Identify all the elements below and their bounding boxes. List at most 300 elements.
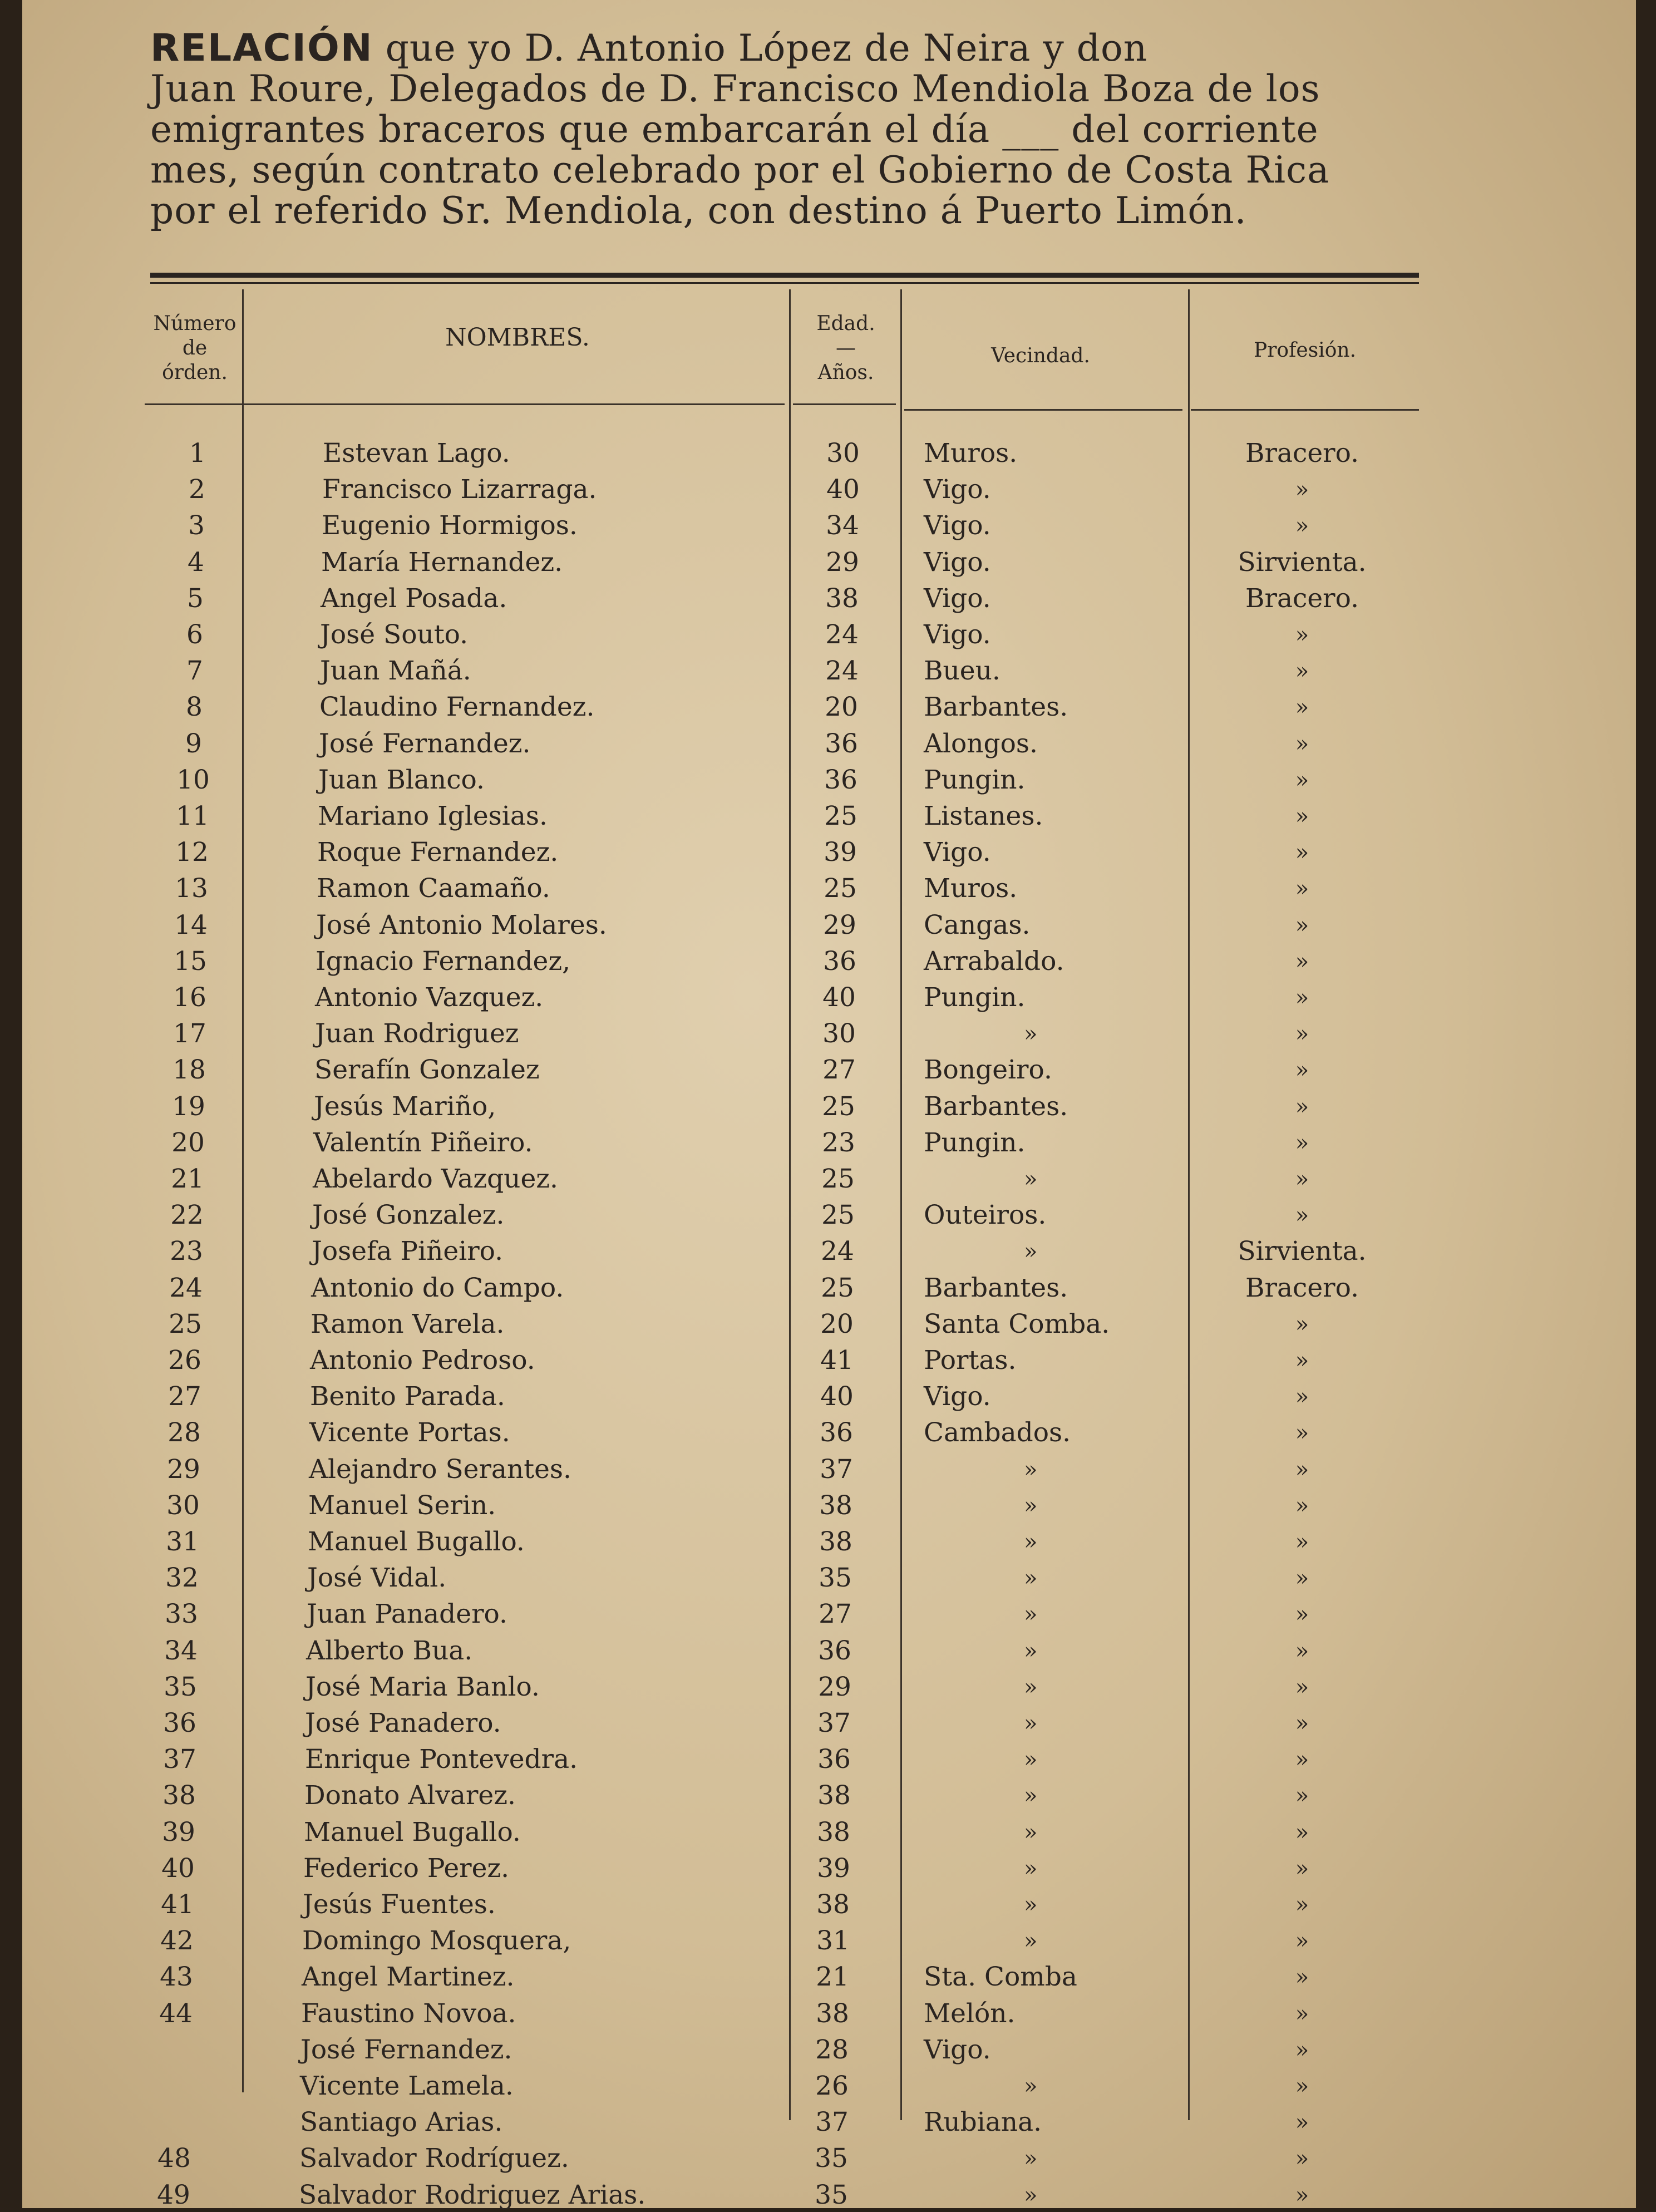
- table-row: [22, 1779, 1636, 1812]
- table-row: [22, 2070, 1636, 2103]
- row-profesion: »: [1295, 1928, 1309, 1954]
- table-row: [22, 1598, 1636, 1631]
- table-row: [22, 509, 1636, 543]
- row-vecindad: Melón.: [924, 1998, 1016, 2029]
- row-age: 40: [826, 474, 860, 505]
- row-age: 30: [826, 438, 860, 469]
- row-name: Estevan Lago.: [323, 438, 510, 469]
- table-row: [22, 836, 1636, 869]
- row-number: 41: [161, 1889, 194, 1920]
- row-age: 35: [819, 1563, 852, 1594]
- row-profesion: »: [1295, 1492, 1309, 1519]
- table-row: [22, 1162, 1636, 1196]
- row-vecindad: Bueu.: [924, 656, 1000, 687]
- row-name: Alberto Bua.: [306, 1635, 473, 1666]
- row-name: Benito Parada.: [310, 1381, 505, 1412]
- table-row: [22, 1272, 1636, 1305]
- row-vecindad: Vigo.: [924, 510, 991, 541]
- heading-title-word: RELACIÓN: [150, 26, 373, 70]
- row-name: José Maria Banlo.: [305, 1671, 540, 1702]
- row-name: Manuel Bugallo.: [304, 1816, 521, 1848]
- table-row: [22, 1380, 1636, 1413]
- row-profesion: »: [1295, 1892, 1309, 1918]
- row-age: 38: [825, 583, 859, 614]
- row-vecindad: Vigo.: [924, 474, 991, 505]
- row-number: 27: [168, 1381, 201, 1412]
- document-page: [22, 0, 1636, 2208]
- table-row: [22, 1090, 1636, 1124]
- row-vecindad: Barbantes.: [924, 1091, 1068, 1122]
- row-number: 35: [164, 1671, 197, 1702]
- row-vecindad: Vigo.: [924, 1381, 991, 1412]
- row-vecindad: »: [1024, 1747, 1038, 1773]
- row-profesion: »: [1295, 1602, 1309, 1628]
- table-row: [22, 1888, 1636, 1922]
- row-name: Josefa Piñeiro.: [312, 1236, 504, 1267]
- row-name: José Souto.: [320, 619, 469, 650]
- table-row: [22, 1671, 1636, 1704]
- row-age: 36: [823, 945, 856, 977]
- row-number: 43: [160, 1962, 193, 1993]
- row-number: 40: [161, 1853, 195, 1884]
- row-number: 38: [162, 1780, 196, 1811]
- row-profesion: »: [1295, 2182, 1309, 2208]
- row-profesion: »: [1295, 1565, 1309, 1592]
- row-profesion: »: [1295, 1674, 1309, 1700]
- table-row: [22, 618, 1636, 652]
- row-number: 37: [163, 1744, 196, 1775]
- row-profesion: »: [1295, 1057, 1309, 1083]
- row-age: 25: [822, 1091, 855, 1122]
- row-profesion: »: [1295, 513, 1309, 539]
- row-name: Juan Mañá.: [320, 656, 471, 687]
- row-profesion: »: [1295, 1311, 1309, 1337]
- table-row: [22, 1489, 1636, 1523]
- row-name: Juan Panadero.: [307, 1599, 507, 1630]
- row-name: Juan Blanco.: [318, 764, 485, 795]
- row-age: 30: [822, 1018, 856, 1050]
- row-age: 38: [817, 1816, 850, 1848]
- row-age: 35: [815, 2143, 848, 2174]
- row-profesion: »: [1295, 1203, 1309, 1229]
- row-number: 20: [171, 1127, 205, 1158]
- row-name: Salvador Rodriguez Arias.: [299, 2179, 646, 2210]
- row-age: 21: [816, 1962, 849, 1993]
- table-row: [22, 1561, 1636, 1595]
- table-row: [22, 1235, 1636, 1268]
- row-number: 9: [185, 728, 202, 759]
- row-name: Manuel Bugallo.: [308, 1526, 525, 1557]
- row-vecindad: Muros.: [924, 438, 1018, 469]
- row-profesion: »: [1295, 912, 1309, 938]
- row-vecindad: Rubiana.: [924, 2107, 1042, 2138]
- table-row: [22, 654, 1636, 688]
- row-age: 28: [815, 2034, 849, 2065]
- table-row: [22, 2142, 1636, 2175]
- row-vecindad: Cangas.: [924, 909, 1031, 940]
- table-row: [22, 1634, 1636, 1668]
- row-vecindad: »: [1024, 1602, 1038, 1628]
- row-number: 39: [162, 1816, 195, 1848]
- table-row: [22, 2179, 1636, 2212]
- table-row: [22, 2033, 1636, 2067]
- row-number: 31: [166, 1526, 199, 1557]
- row-vecindad: »: [1024, 1928, 1038, 1954]
- heading-line-4: mes, según contrato celebrado por el Gobierno de Costa Rica: [150, 149, 1330, 191]
- row-number: 7: [186, 656, 203, 687]
- row-profesion: »: [1295, 2110, 1309, 2136]
- row-age: 27: [822, 1055, 856, 1086]
- header-underline-vecindad: [904, 409, 1182, 411]
- row-profesion: »: [1295, 1783, 1309, 1809]
- table-row: [22, 763, 1636, 797]
- row-number: 32: [165, 1563, 199, 1594]
- row-age: 29: [818, 1671, 851, 1702]
- row-name: Faustino Novoa.: [301, 1998, 516, 2029]
- document-heading: [150, 28, 1436, 231]
- heading-line-5: por el referido Sr. Mendiola, con destino á Puerto Limón.: [150, 189, 1247, 232]
- table-row: [22, 1852, 1636, 1885]
- row-age: 40: [822, 982, 856, 1013]
- row-age: 38: [816, 1998, 849, 2029]
- row-number: 22: [170, 1200, 204, 1231]
- column-header-profesion: Profesión.: [1253, 339, 1357, 362]
- table-row: [22, 1960, 1636, 1994]
- row-vecindad: »: [1024, 1021, 1038, 1047]
- row-age: 23: [822, 1127, 855, 1158]
- col-num-line2: de: [182, 337, 208, 359]
- row-profesion: »: [1295, 1638, 1309, 1664]
- row-vecindad: »: [1024, 1892, 1038, 1918]
- row-age: 36: [817, 1744, 851, 1775]
- row-number: 29: [167, 1454, 200, 1485]
- row-name: Enrique Pontevedra.: [305, 1744, 578, 1775]
- row-name: Angel Posada.: [321, 583, 507, 614]
- table-row: [22, 727, 1636, 761]
- row-profesion: »: [1295, 1166, 1309, 1192]
- row-age: 24: [821, 1236, 854, 1267]
- column-header-vecindad: Vecindad.: [991, 344, 1090, 367]
- row-name: Ramon Varela.: [310, 1308, 505, 1339]
- row-number: 16: [173, 982, 206, 1013]
- row-name: Claudino Fernandez.: [319, 692, 595, 723]
- heading-rule: [150, 273, 1419, 278]
- row-profesion: »: [1295, 658, 1309, 684]
- col-age-line2: —: [836, 337, 856, 359]
- row-age: 29: [823, 909, 856, 940]
- table-row: [22, 1416, 1636, 1450]
- row-profesion: »: [1295, 767, 1309, 793]
- header-underline-left: [145, 403, 785, 405]
- row-vecindad: »: [1024, 1239, 1038, 1265]
- row-name: Vicente Portas.: [309, 1417, 510, 1449]
- row-name: Antonio do Campo.: [311, 1272, 564, 1303]
- row-name: Federico Perez.: [303, 1853, 510, 1884]
- row-profesion: »: [1295, 731, 1309, 757]
- row-number: 34: [164, 1635, 198, 1666]
- row-number: 15: [174, 945, 207, 977]
- row-number: 5: [187, 583, 204, 614]
- row-vecindad: Cambados.: [924, 1417, 1071, 1449]
- row-number: 3: [188, 510, 205, 541]
- table-row: [22, 872, 1636, 905]
- table-row: [22, 1308, 1636, 1341]
- row-age: 39: [817, 1853, 850, 1884]
- table-row: [22, 1924, 1636, 1958]
- row-age: 41: [820, 1345, 854, 1376]
- row-name: María Hernandez.: [321, 546, 563, 578]
- row-number: 6: [186, 619, 203, 650]
- row-profesion: Bracero.: [1245, 438, 1359, 469]
- row-vecindad: »: [1024, 1783, 1038, 1809]
- row-vecindad: »: [1024, 2073, 1038, 2099]
- row-number: 33: [165, 1599, 198, 1630]
- row-vecindad: »: [1024, 1492, 1038, 1519]
- row-name: Alejandro Serantes.: [309, 1454, 571, 1485]
- table-row: [22, 546, 1636, 579]
- row-vecindad: Pungin.: [924, 1127, 1026, 1158]
- row-age: 29: [826, 546, 859, 578]
- row-number: 1: [189, 438, 206, 469]
- table-row: [22, 1126, 1636, 1160]
- heading-line-2: Juan Roure, Delegados de D. Francisco Mendiola Boza de los: [150, 67, 1320, 110]
- row-number: 42: [160, 1925, 194, 1957]
- row-age: 38: [816, 1889, 850, 1920]
- table-row: [22, 945, 1636, 978]
- row-profesion: Sirvienta.: [1238, 1236, 1367, 1267]
- row-number: 8: [186, 692, 203, 723]
- row-vecindad: »: [1024, 1529, 1038, 1555]
- row-profesion: »: [1295, 622, 1309, 648]
- row-name: Valentín Piñeiro.: [313, 1127, 533, 1158]
- row-number: 18: [172, 1055, 206, 1086]
- row-name: José Vidal.: [307, 1563, 447, 1594]
- table-row: [22, 2106, 1636, 2139]
- row-profesion: »: [1295, 1093, 1309, 1120]
- row-name: Angel Martinez.: [302, 1962, 515, 1993]
- row-age: 35: [815, 2179, 848, 2210]
- row-age: 31: [816, 1925, 850, 1957]
- table-row: [22, 1743, 1636, 1776]
- col-num-line3: órden.: [162, 361, 228, 384]
- row-profesion: Sirvienta.: [1238, 546, 1367, 578]
- row-name: Ignacio Fernandez,: [316, 945, 571, 977]
- row-vecindad: Vigo.: [924, 2034, 991, 2065]
- row-age: 37: [817, 1708, 851, 1738]
- row-vecindad: »: [1024, 1819, 1038, 1845]
- row-profesion: »: [1295, 2146, 1309, 2172]
- row-vecindad: Outeiros.: [924, 1200, 1047, 1231]
- row-profesion: Bracero.: [1245, 1272, 1359, 1303]
- row-vecindad: »: [1024, 1456, 1038, 1482]
- row-vecindad: »: [1024, 1565, 1038, 1592]
- row-age: 36: [820, 1417, 853, 1449]
- row-age: 27: [819, 1599, 852, 1630]
- row-profesion: »: [1295, 1747, 1309, 1773]
- row-age: 34: [826, 510, 859, 541]
- column-header-number: [150, 312, 239, 385]
- row-age: 26: [815, 2071, 849, 2101]
- row-vecindad: Pungin.: [924, 982, 1026, 1013]
- row-vecindad: Vigo.: [924, 619, 991, 650]
- row-age: 38: [819, 1490, 852, 1521]
- row-age: 25: [824, 873, 857, 904]
- row-age: 38: [817, 1780, 851, 1811]
- row-number: 10: [176, 764, 210, 795]
- table-row: [22, 981, 1636, 1014]
- row-name: Manuel Serin.: [308, 1490, 496, 1521]
- row-number: 13: [175, 873, 208, 904]
- row-name: Roque Fernandez.: [317, 837, 559, 868]
- row-name: Jesús Mariño,: [314, 1091, 496, 1122]
- table-row: [22, 691, 1636, 724]
- row-age: 38: [819, 1526, 852, 1557]
- row-age: 24: [825, 656, 859, 687]
- row-vecindad: »: [1024, 2182, 1038, 2208]
- row-profesion: »: [1295, 1384, 1309, 1410]
- row-vecindad: Vigo.: [924, 837, 991, 868]
- row-name: Mariano Iglesias.: [318, 801, 548, 831]
- row-name: Abelardo Vazquez.: [313, 1164, 558, 1194]
- row-number: 25: [169, 1308, 202, 1339]
- row-number: 44: [159, 1998, 193, 2029]
- row-age: 24: [825, 619, 859, 650]
- column-header-age: [790, 312, 901, 385]
- row-vecindad: Santa Comba.: [924, 1308, 1110, 1339]
- row-profesion: »: [1295, 985, 1309, 1011]
- row-profesion: »: [1295, 1348, 1309, 1373]
- row-name: Francisco Lizarraga.: [322, 474, 597, 505]
- row-age: 40: [820, 1381, 854, 1412]
- row-number: 17: [173, 1018, 206, 1050]
- table-row: [22, 1199, 1636, 1232]
- row-age: 25: [821, 1200, 855, 1231]
- row-vecindad: »: [1024, 1674, 1038, 1700]
- row-vecindad: Listanes.: [924, 801, 1043, 831]
- row-profesion: »: [1295, 804, 1309, 829]
- table-row: [22, 909, 1636, 942]
- table-row: [22, 1997, 1636, 2031]
- row-age: 37: [815, 2107, 849, 2138]
- row-number: 28: [167, 1417, 201, 1449]
- row-number: 11: [176, 801, 209, 831]
- row-profesion: »: [1295, 1130, 1309, 1156]
- row-name: José Fernandez.: [300, 2034, 512, 2065]
- row-profesion: »: [1295, 1819, 1309, 1845]
- row-name: Serafín Gonzalez: [314, 1055, 540, 1086]
- row-profesion: »: [1295, 477, 1309, 503]
- row-vecindad: Barbantes.: [924, 692, 1068, 723]
- row-number: 14: [174, 909, 208, 940]
- row-number: 21: [171, 1164, 204, 1194]
- row-name: José Fernandez.: [319, 728, 531, 759]
- row-age: 37: [820, 1454, 853, 1485]
- row-vecindad: »: [1024, 1638, 1038, 1664]
- row-vecindad: Sta. Comba: [924, 1962, 1077, 1993]
- row-number: 23: [170, 1236, 203, 1267]
- row-number: 30: [166, 1490, 200, 1521]
- row-age: 36: [818, 1635, 851, 1666]
- row-number: 2: [189, 474, 205, 505]
- heading-rule-thin: [150, 282, 1419, 284]
- row-age: 25: [824, 801, 857, 831]
- table-row: [22, 1453, 1636, 1486]
- row-age: 39: [824, 837, 857, 868]
- row-name: Ramon Caamaño.: [317, 873, 550, 904]
- row-vecindad: Vigo.: [924, 546, 991, 578]
- row-vecindad: Pungin.: [924, 764, 1026, 795]
- row-name: Jesús Fuentes.: [303, 1889, 496, 1920]
- table-row: [22, 582, 1636, 615]
- row-vecindad: Alongos.: [924, 728, 1038, 759]
- row-age: 25: [821, 1272, 854, 1303]
- row-name: Domingo Mosquera,: [302, 1925, 571, 1957]
- table-row: [22, 1707, 1636, 1740]
- row-vecindad: Arrabaldo.: [924, 945, 1064, 977]
- table-row: [22, 473, 1636, 506]
- row-profesion: »: [1295, 1855, 1309, 1881]
- row-profesion: »: [1295, 1021, 1309, 1047]
- row-profesion: »: [1295, 1420, 1309, 1446]
- row-profesion: »: [1295, 876, 1309, 902]
- row-number: 24: [169, 1272, 203, 1303]
- row-name: Antonio Vazquez.: [315, 982, 544, 1013]
- row-profesion: »: [1295, 1456, 1309, 1482]
- col-age-line1: Edad.: [816, 312, 875, 335]
- col-num-line1: Número: [153, 312, 236, 335]
- row-name: Salvador Rodríguez.: [299, 2143, 569, 2174]
- header-underline-profesion: [1191, 409, 1419, 411]
- row-name: Vicente Lamela.: [300, 2071, 514, 2101]
- table-row: [22, 1816, 1636, 1849]
- table-row: [22, 437, 1636, 470]
- col-age-line3: Años.: [817, 361, 874, 384]
- row-number: 4: [188, 546, 204, 578]
- row-name: José Gonzalez.: [312, 1200, 505, 1231]
- row-profesion: »: [1295, 694, 1309, 721]
- row-profesion: Bracero.: [1245, 583, 1359, 614]
- row-number: 48: [157, 2143, 191, 2174]
- row-age: 20: [820, 1308, 854, 1339]
- header-underline-age: [793, 403, 896, 405]
- heading-line-1: que yo D. Antonio López de Neira y don: [373, 27, 1148, 70]
- table-row: [22, 1017, 1636, 1051]
- row-age: 36: [825, 728, 858, 759]
- row-number: 12: [175, 837, 209, 868]
- row-vecindad: Barbantes.: [924, 1272, 1068, 1303]
- row-vecindad: »: [1024, 1855, 1038, 1881]
- row-profesion: »: [1295, 2001, 1309, 2027]
- row-profesion: »: [1295, 840, 1309, 866]
- row-name: Juan Rodriguez: [315, 1018, 519, 1050]
- heading-line-3: emigrantes braceros que embarcarán el día ___ del corriente: [150, 108, 1319, 151]
- row-profesion: »: [1295, 1529, 1309, 1555]
- row-name: Donato Alvarez.: [304, 1780, 516, 1811]
- row-number: 36: [163, 1708, 196, 1738]
- row-profesion: »: [1295, 2073, 1309, 2099]
- row-profesion: »: [1295, 2037, 1309, 2063]
- row-vecindad: Muros.: [924, 873, 1018, 904]
- table-row: [22, 1053, 1636, 1087]
- row-number: 49: [157, 2179, 190, 2210]
- row-age: 20: [825, 692, 858, 723]
- row-age: 25: [821, 1164, 855, 1194]
- row-age: 36: [824, 764, 857, 795]
- row-vecindad: »: [1024, 1711, 1038, 1736]
- row-profesion: »: [1295, 1964, 1309, 1991]
- row-profesion: »: [1295, 1711, 1309, 1736]
- row-vecindad: Bongeiro.: [924, 1055, 1052, 1086]
